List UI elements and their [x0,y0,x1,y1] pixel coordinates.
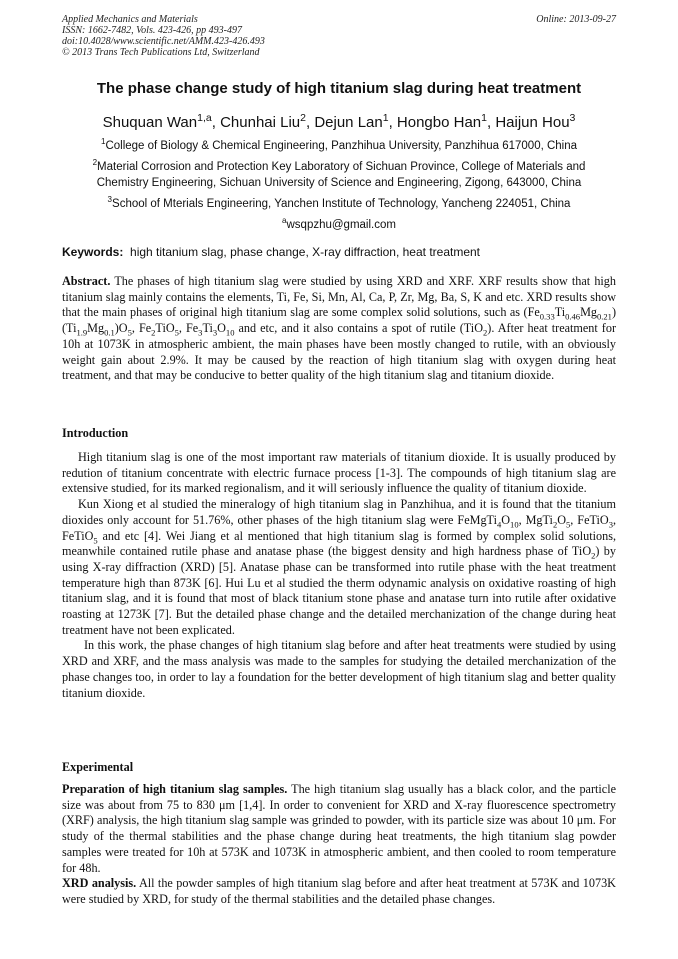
journal-issn: ISSN: 1662-7482, Vols. 423-426, pp 493-497 [62,25,242,36]
online-date: Online: 2013-09-27 [536,14,616,25]
paragraph: Kun Xiong et al studied the mineralogy of high titanium slag in Panzhihua, and it is found that the titanium dioxides only account for 51.76%, other phases of the high titanium slag were $FeMgTi_4O_{10}$, $MgTi_2O_5$, FeTiO$_3$, FeTiO$_5$ and etc [4]. Wei Jiang et al mentioned that high titanium slag is formed by complex solid solutions, meanwhile contained rutile phase and anatase phase (the biggest density and high hardness phase of TiO$_2$) by using X-ray diffraction (XRD) [5]. Anatase phase can be transformed into rutile phase with the heat treatment temperature high than 873K [6]. Hui Lu et al studied the therm odynamic analysis on oxidative roasting of high titanium slag, and it is found that most of black titanium stone phase and anatase turn into rutile after oxidative roasting at 1273K [7]. But the detailed phase change and the detailed merchanization of the change during heat treatment have not been explicated. [62,497,616,637]
email-link[interactable]: wsqpzhu@gmail.com [286,219,396,231]
introduction-body [62,450,616,701]
abstract-label: Abstract. [62,274,111,288]
author-name: Haijun Hou [495,114,570,131]
author-affiliation-mark: 3 [569,112,576,124]
affiliation-3: $^3$School of Mterials Engineering, Yanchen Institute of Technology, Yancheng 224051, China [107,195,571,210]
author-affiliation-mark: 1 [382,112,389,124]
subsection-label: Preparation of high titanium slag samples. [62,782,288,796]
author-email: $^a$wsqpzhu@gmail.com [282,216,396,231]
section-heading-experimental: Experimental [62,760,134,774]
keywords-label: Keywords: [62,245,124,259]
paragraph: Preparation of high titanium slag samples. The high titanium slag usually has a black color, and the particle size was about from 75 to 830 μm [1,4]. In order to convenient for XRD and X-ray fluorescence spectrometry (XRF) analysis, the high titanium slag sample was grinded to powder, with its particle size was about 10 μm. For study of the thermal stabilities and the phase change during heat treatments, the high titanium slag powder samples were treated for 10h at 573K and 1073K in atmospheric ambient, and then cooled to room temperature for 48h. [62,782,616,875]
keywords-text: high titanium slag, phase change, X-ray diffraction, heat treatment [130,245,481,259]
author-name: Dejun Lan [314,114,383,131]
experimental-body [62,782,616,908]
author-name: Shuquan Wan [102,114,198,131]
paragraph: In this work, the phase changes of high titanium slag before and after heat treatments were studied by using XRD and XRF, and the mass analysis was made to the samples for studying the detailed merchanization of the phase changes too, in order to lay a foundation for the better development of high titanium slag and better quality titanium dioxide. [62,638,616,700]
journal-name: Applied Mechanics and Materials [62,14,198,25]
paragraph: High titanium slag is one of the most important raw materials of titanium dioxide. It is usually produced by redution of titanium concentrate with electric furnace process [1-3]. The compounds of high titanium slag are extensive studied, for its marked regionalism, and it will seriously influence the quality of titanium dioxide. [62,450,616,496]
author-affiliation-mark: 1 [481,112,487,124]
journal-copyright: © 2013 Trans Tech Publications Ltd, Switzerland [62,47,260,58]
author-list: Shuquan Wan$^{1,a}$, Chunhai Liu$^2$, Dejun Lan$^1$, Hongbo Han$^1$, Haijun Hou$^3$ [102,112,576,131]
subsection-label: XRD analysis. [62,876,137,891]
author-affiliation-mark: 2 [300,112,306,124]
abstract: Abstract. The phases of high titanium slag were studied by using XRD and XRF. XRF results show that high titanium slag mainly contains the elements, Ti, Fe, Si, Mn, Al, Ca, P, Zr, Mg, Ba, S, K and etc. XRD results show that the main phases of original high titanium slag are some complex solid solutions, such as $(Fe_{0.33}Ti_{0.46}Mg_{0.21})(Ti_{1.9}Mg_{0.1})O_5$, $Fe_2TiO_5$, $Fe_3Ti_3O_{10}$ and etc, and it also contains a spot of rutile (TiO$_2$). After heat treatment for 10h at 1073K in atmospheric ambient, the main phases have been mostly changed to rutile, with an obviously weight gain about 2.9%. It may be caused by the reaction of high titanium slag with oxygen during heat treatment, and that may be conducive to better quality of the high titanium slag and titanium dioxide. [62,274,617,383]
author-name: Hongbo Han [396,114,482,131]
section-heading-introduction: Introduction [62,426,129,440]
paragraph: XRD analysis. All the powder samples of high titanium slag before and after heat treatment at 573K and 1073K were studied by XRD, for study of the thermal stabilities and the detailed phase changes. [62,876,616,906]
affiliation-2: $^2$Material Corrosion and Protection Key Laboratory of Sichuan Province, College of Materials and Chemistry Engineering, Sichuan University of Science and Engineering, Zigong, 643000, China [92,158,586,189]
author-name: Chunhai Liu [220,114,301,131]
keywords [62,245,480,259]
author-affiliation-mark: 1,a [197,112,212,124]
journal-header [62,14,618,58]
journal-doi: doi:10.4028/www.scientific.net/AMM.423-426.493 [62,36,265,47]
affiliation-1: $^1$College of Biology & Chemical Engineering, Panzhihua University, Panzhihua 617000, China [100,137,578,152]
paper-title: The phase change study of high titanium slag during heat treatment [96,80,582,97]
